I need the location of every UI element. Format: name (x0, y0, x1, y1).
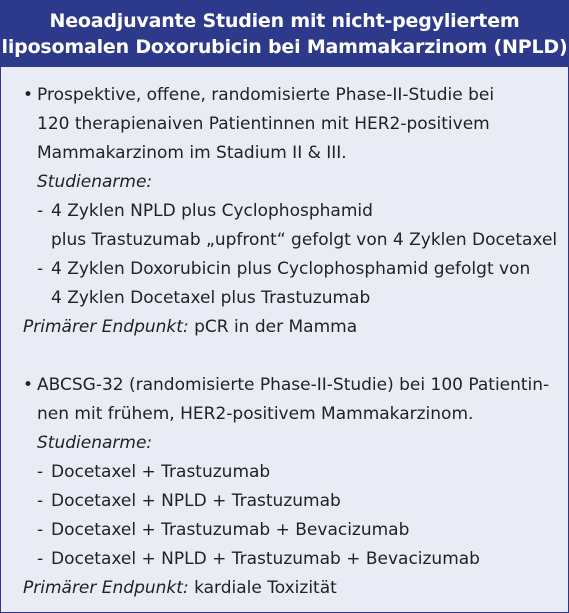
study1-arm-2-text-cont: 4 Zyklen Docetaxel plus Trastuzumab (51, 288, 371, 308)
study1-line-3 (1, 139, 568, 168)
study1-arm-1 (1, 197, 568, 226)
study1-text-2: 120 therapienaiven Patientinnen mit HER2-positivem (37, 114, 490, 134)
study1-endpoint (1, 313, 568, 342)
study2-arms-label: Studienarme: (37, 433, 153, 453)
study2-arm-1-text: Docetaxel + Trastuzumab (51, 462, 271, 482)
study2-arm-3 (1, 516, 568, 545)
study2-arm-4-text: Docetaxel + NPLD + Trastuzumab + Bevacizumab (51, 549, 480, 569)
study1-text-3: Mammakarzinom im Stadium II & III. (37, 143, 347, 163)
study1-arms-label: Studienarme: (37, 172, 153, 192)
study1-arm-2-text: 4 Zyklen Doxorubicin plus Cyclophosphamid gefolgt von (51, 259, 531, 279)
dash-marker: - (37, 491, 44, 511)
study2-arm-3-text: Docetaxel + Trastuzumab + Bevacizumab (51, 520, 410, 540)
dash-marker: - (37, 549, 44, 569)
study2-line-1 (1, 371, 568, 400)
study2-endpoint-value: kardiale Toxizität (188, 578, 337, 598)
study1-arm-1-cont (1, 226, 568, 255)
dash-marker: - (37, 520, 44, 540)
study1-text-1: Prospektive, offene, randomisierte Phase-II-Studie bei (37, 85, 495, 105)
study1-line-2 (1, 110, 568, 139)
study2-endpoint (1, 574, 568, 603)
dash-marker: - (37, 462, 44, 482)
header-title-line-1: Neoadjuvante Studien mit nicht-pegyliertem (49, 10, 520, 32)
box-content (1, 67, 568, 603)
study1-endpoint-value: pCR in der Mamma (188, 317, 358, 337)
study2-arm-2-text: Docetaxel + NPLD + Trastuzumab (51, 491, 341, 511)
header-title-line-2: liposomalen Doxorubicin bei Mammakarzinom (NPLD) (1, 36, 568, 58)
study1-arm-1-text: 4 Zyklen NPLD plus Cyclophosphamid (51, 201, 373, 221)
study2-arm-2 (1, 487, 568, 516)
box-header (1, 0, 568, 67)
study1-arm-2 (1, 255, 568, 284)
study1-arm-2-cont (1, 284, 568, 313)
study2-text-2: nen mit frühem, HER2-positivem Mammakarzinom. (37, 404, 474, 424)
section-gap (1, 342, 568, 371)
study2-arm-4 (1, 545, 568, 574)
study1-line-1 (1, 81, 568, 110)
bullet-point: • (23, 375, 34, 395)
dash-marker: - (37, 259, 44, 279)
bullet-point: • (23, 85, 34, 105)
study2-text-1: ABCSG-32 (randomisierte Phase-II-Studie) bei 100 Patientin- (37, 375, 550, 395)
dash-marker: - (37, 201, 44, 221)
study2-arm-1 (1, 458, 568, 487)
study1-arm-1-text-cont: plus Trastuzumab „upfront“ gefolgt von 4 Zyklen Docetaxel (51, 230, 558, 250)
study2-line-2 (1, 400, 568, 429)
study1-endpoint-label: Primärer Endpunkt: (23, 317, 189, 337)
study2-endpoint-label: Primärer Endpunkt: (23, 578, 189, 598)
